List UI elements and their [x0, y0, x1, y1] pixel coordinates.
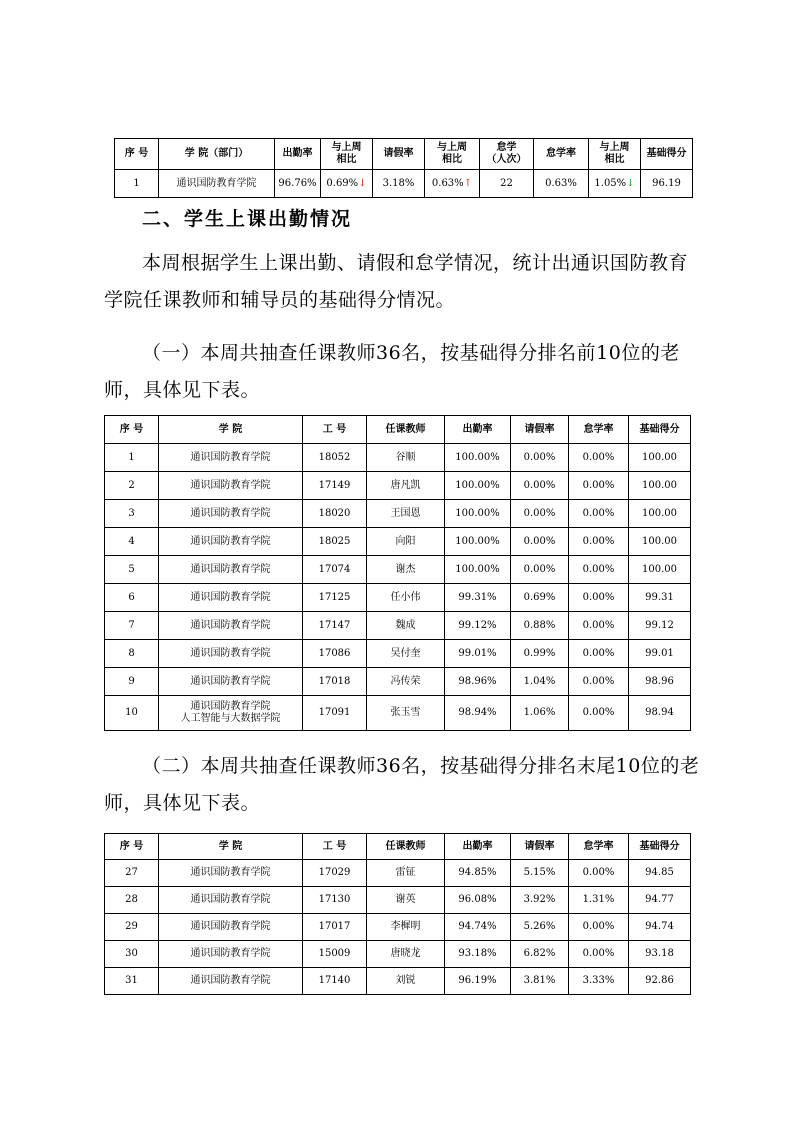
header-truancy-count: 怠学 （人次）	[480, 139, 534, 170]
header-truancy-change: 与上周 相比	[589, 139, 641, 170]
table-row	[105, 887, 691, 914]
cell-staff-id: 17018	[303, 668, 367, 696]
cell-staff-id: 17074	[303, 556, 367, 584]
cell-truancy: 0.00%	[569, 696, 629, 731]
cell-truancy: 0.00%	[569, 860, 629, 887]
cell-truancy: 0.00%	[569, 444, 629, 472]
cell-truancy: 0.00%	[569, 584, 629, 612]
cell-attendance: 100.00%	[445, 556, 511, 584]
att-change-value: 0.69%	[326, 177, 359, 189]
cell-college: 通识国防教育学院	[159, 500, 303, 528]
summary-header-row	[115, 139, 693, 170]
cell-college: 通识国防教育学院	[159, 941, 303, 968]
cell-staff-id: 18020	[303, 500, 367, 528]
cell-score: 98.96	[629, 668, 691, 696]
header-leave-change: 与上周 相比	[425, 139, 480, 170]
cell-truancy: 0.00%	[569, 500, 629, 528]
cell-leave: 6.82%	[511, 941, 569, 968]
cell-seq: 31	[105, 968, 159, 995]
bottom-teachers-body	[105, 860, 691, 995]
arrow-down-icon: ↓	[358, 177, 367, 189]
cell-attendance: 98.96%	[445, 668, 511, 696]
table-row	[105, 968, 691, 995]
cell-staff-id: 17140	[303, 968, 367, 995]
cell-seq: 6	[105, 584, 159, 612]
cell-leave: 5.26%	[511, 914, 569, 941]
cell-truancy: 0.00%	[569, 472, 629, 500]
cell-teacher: 雷钲	[367, 860, 445, 887]
cell-teacher: 冯传荣	[367, 668, 445, 696]
cell-college: 通识国防教育学院	[159, 612, 303, 640]
summary-leave: 3.18%	[373, 170, 425, 198]
table-row	[105, 914, 691, 941]
header-staff-id: 工 号	[303, 834, 367, 860]
cell-score: 99.12	[629, 612, 691, 640]
header-leave: 请假率	[373, 139, 425, 170]
cell-staff-id: 17130	[303, 887, 367, 914]
bottom-header-row	[105, 834, 691, 860]
cell-attendance: 99.01%	[445, 640, 511, 668]
table-row	[105, 528, 691, 556]
cell-leave: 3.81%	[511, 968, 569, 995]
cell-teacher: 张玉雪	[367, 696, 445, 731]
cell-leave: 0.00%	[511, 528, 569, 556]
cell-attendance: 94.85%	[445, 860, 511, 887]
table-row	[105, 584, 691, 612]
summary-seq: 1	[115, 170, 159, 198]
cell-attendance: 93.18%	[445, 941, 511, 968]
cell-teacher: 谢杰	[367, 556, 445, 584]
header-college: 学 院	[159, 416, 303, 444]
cell-college: 通识国防教育学院	[159, 914, 303, 941]
cell-truancy: 0.00%	[569, 612, 629, 640]
cell-teacher: 向阳	[367, 528, 445, 556]
sub2-paragraph: （二）本周共抽查任课教师36名，按基础得分排名末尾10位的老师，具体见下表。	[104, 755, 700, 814]
table-row	[105, 941, 691, 968]
cell-attendance: 96.19%	[445, 968, 511, 995]
cell-score: 100.00	[629, 528, 691, 556]
intro-paragraph: 本周根据学生上课出勤、请假和怠学情况，统计出通识国防教育学院任课教师和辅导员的基础得分情况。	[104, 252, 689, 311]
sub1-paragraph: （一）本周共抽查任课教师36名，按基础得分排名前10位的老师，具体见下表。	[104, 342, 680, 401]
summary-truancy-change	[589, 170, 641, 198]
header-score: 基础得分	[629, 834, 691, 860]
summary-truancy-count: 22	[480, 170, 534, 198]
cell-teacher: 唐晓龙	[367, 941, 445, 968]
cell-college: 通识国防教育学院	[159, 887, 303, 914]
cell-teacher: 李樨明	[367, 914, 445, 941]
arrow-up-icon: ↑	[463, 177, 473, 189]
cell-teacher: 任小伟	[367, 584, 445, 612]
table-row	[105, 500, 691, 528]
cell-staff-id: 15009	[303, 941, 367, 968]
top-teachers-body	[105, 444, 691, 731]
header-seq: 序 号	[105, 834, 159, 860]
cell-staff-id: 17149	[303, 472, 367, 500]
cell-seq: 4	[105, 528, 159, 556]
cell-score: 100.00	[629, 556, 691, 584]
cell-staff-id: 17091	[303, 696, 367, 731]
cell-seq: 30	[105, 941, 159, 968]
cell-score: 100.00	[629, 472, 691, 500]
header-score: 基础得分	[641, 139, 693, 170]
cell-truancy: 0.00%	[569, 528, 629, 556]
cell-truancy: 0.00%	[569, 640, 629, 668]
table-row	[105, 668, 691, 696]
cell-leave: 0.00%	[511, 472, 569, 500]
cell-leave: 3.92%	[511, 887, 569, 914]
cell-seq: 1	[105, 444, 159, 472]
cell-attendance: 99.12%	[445, 612, 511, 640]
header-attendance: 出勤率	[445, 834, 511, 860]
cell-teacher: 魏成	[367, 612, 445, 640]
cell-attendance: 100.00%	[445, 528, 511, 556]
cell-seq: 28	[105, 887, 159, 914]
summary-data-row	[115, 170, 693, 198]
header-college: 学 院	[159, 834, 303, 860]
cell-college: 通识国防教育学院 人工智能与大数据学院	[159, 696, 303, 731]
cell-college: 通识国防教育学院	[159, 640, 303, 668]
cell-college: 通识国防教育学院	[159, 860, 303, 887]
header-seq: 序 号	[105, 416, 159, 444]
cell-attendance: 94.74%	[445, 914, 511, 941]
cell-teacher: 吴付奎	[367, 640, 445, 668]
cell-truancy: 1.31%	[569, 887, 629, 914]
cell-college: 通识国防教育学院	[159, 584, 303, 612]
cell-seq: 7	[105, 612, 159, 640]
table-row	[105, 444, 691, 472]
cell-score: 94.77	[629, 887, 691, 914]
header-attendance: 出勤率	[445, 416, 511, 444]
header-college: 学 院（部门）	[159, 139, 275, 170]
bottom-teachers-table	[104, 833, 691, 995]
header-seq: 序 号	[115, 139, 159, 170]
cell-seq: 2	[105, 472, 159, 500]
cell-college: 通识国防教育学院	[159, 472, 303, 500]
cell-seq: 3	[105, 500, 159, 528]
cell-staff-id: 18025	[303, 528, 367, 556]
cell-staff-id: 18052	[303, 444, 367, 472]
header-staff-id: 工 号	[303, 416, 367, 444]
cell-seq: 29	[105, 914, 159, 941]
header-score: 基础得分	[629, 416, 691, 444]
arrow-down-icon: ↓	[626, 177, 635, 189]
cell-attendance: 100.00%	[445, 472, 511, 500]
cell-teacher: 谷顺	[367, 444, 445, 472]
cell-seq: 5	[105, 556, 159, 584]
summary-table	[114, 138, 693, 198]
cell-leave: 0.69%	[511, 584, 569, 612]
cell-staff-id: 17086	[303, 640, 367, 668]
summary-college: 通识国防教育学院	[159, 170, 275, 198]
summary-score: 96.19	[641, 170, 693, 198]
table-row	[105, 640, 691, 668]
cell-college: 通识国防教育学院	[159, 968, 303, 995]
cell-leave: 0.00%	[511, 500, 569, 528]
cell-staff-id: 17125	[303, 584, 367, 612]
cell-leave: 0.88%	[511, 612, 569, 640]
cell-truancy: 0.00%	[569, 941, 629, 968]
top-teachers-table	[104, 415, 691, 731]
cell-score: 94.74	[629, 914, 691, 941]
header-teacher: 任课教师	[367, 834, 445, 860]
cell-teacher: 谢英	[367, 887, 445, 914]
table-row	[105, 472, 691, 500]
cell-teacher: 王国恩	[367, 500, 445, 528]
cell-attendance: 98.94%	[445, 696, 511, 731]
cell-score: 98.94	[629, 696, 691, 731]
header-truancy: 怠学率	[569, 834, 629, 860]
summary-leave-change	[425, 170, 480, 198]
top-header-row	[105, 416, 691, 444]
cell-leave: 1.04%	[511, 668, 569, 696]
cell-seq: 27	[105, 860, 159, 887]
header-truancy-rate: 怠学率	[534, 139, 589, 170]
cell-attendance: 96.08%	[445, 887, 511, 914]
summary-attendance: 96.76%	[275, 170, 321, 198]
table-row	[105, 612, 691, 640]
cell-score: 99.01	[629, 640, 691, 668]
cell-truancy: 0.00%	[569, 914, 629, 941]
cell-leave: 1.06%	[511, 696, 569, 731]
cell-seq: 10	[105, 696, 159, 731]
header-truancy: 怠学率	[569, 416, 629, 444]
cell-college: 通识国防教育学院	[159, 668, 303, 696]
table-row	[105, 696, 691, 731]
cell-leave: 0.00%	[511, 556, 569, 584]
header-teacher: 任课教师	[367, 416, 445, 444]
cell-score: 100.00	[629, 444, 691, 472]
truancy-change-value: 1.05%	[594, 177, 627, 189]
cell-leave: 0.00%	[511, 444, 569, 472]
cell-college: 通识国防教育学院	[159, 444, 303, 472]
summary-truancy-rate: 0.63%	[534, 170, 589, 198]
header-leave: 请假率	[511, 834, 569, 860]
cell-leave: 0.99%	[511, 640, 569, 668]
cell-college: 通识国防教育学院	[159, 556, 303, 584]
table-row	[105, 556, 691, 584]
cell-staff-id: 17029	[303, 860, 367, 887]
cell-score: 94.85	[629, 860, 691, 887]
table-row	[105, 860, 691, 887]
cell-attendance: 100.00%	[445, 444, 511, 472]
cell-staff-id: 17147	[303, 612, 367, 640]
header-attendance: 出勤率	[275, 139, 321, 170]
cell-score: 99.31	[629, 584, 691, 612]
cell-staff-id: 17017	[303, 914, 367, 941]
cell-seq: 9	[105, 668, 159, 696]
cell-teacher: 刘锐	[367, 968, 445, 995]
section-heading: 二、学生上课出勤情况	[142, 208, 353, 230]
cell-score: 100.00	[629, 500, 691, 528]
cell-leave: 5.15%	[511, 860, 569, 887]
cell-teacher: 唐凡凯	[367, 472, 445, 500]
leave-change-value: 0.63%	[431, 177, 464, 189]
cell-college: 通识国防教育学院	[159, 528, 303, 556]
header-att-change: 与上周 相比	[321, 139, 373, 170]
cell-truancy: 0.00%	[569, 668, 629, 696]
cell-attendance: 100.00%	[445, 500, 511, 528]
header-leave: 请假率	[511, 416, 569, 444]
summary-att-change	[321, 170, 373, 198]
cell-attendance: 99.31%	[445, 584, 511, 612]
cell-score: 92.86	[629, 968, 691, 995]
cell-score: 93.18	[629, 941, 691, 968]
cell-truancy: 0.00%	[569, 556, 629, 584]
cell-seq: 8	[105, 640, 159, 668]
cell-truancy: 3.33%	[569, 968, 629, 995]
